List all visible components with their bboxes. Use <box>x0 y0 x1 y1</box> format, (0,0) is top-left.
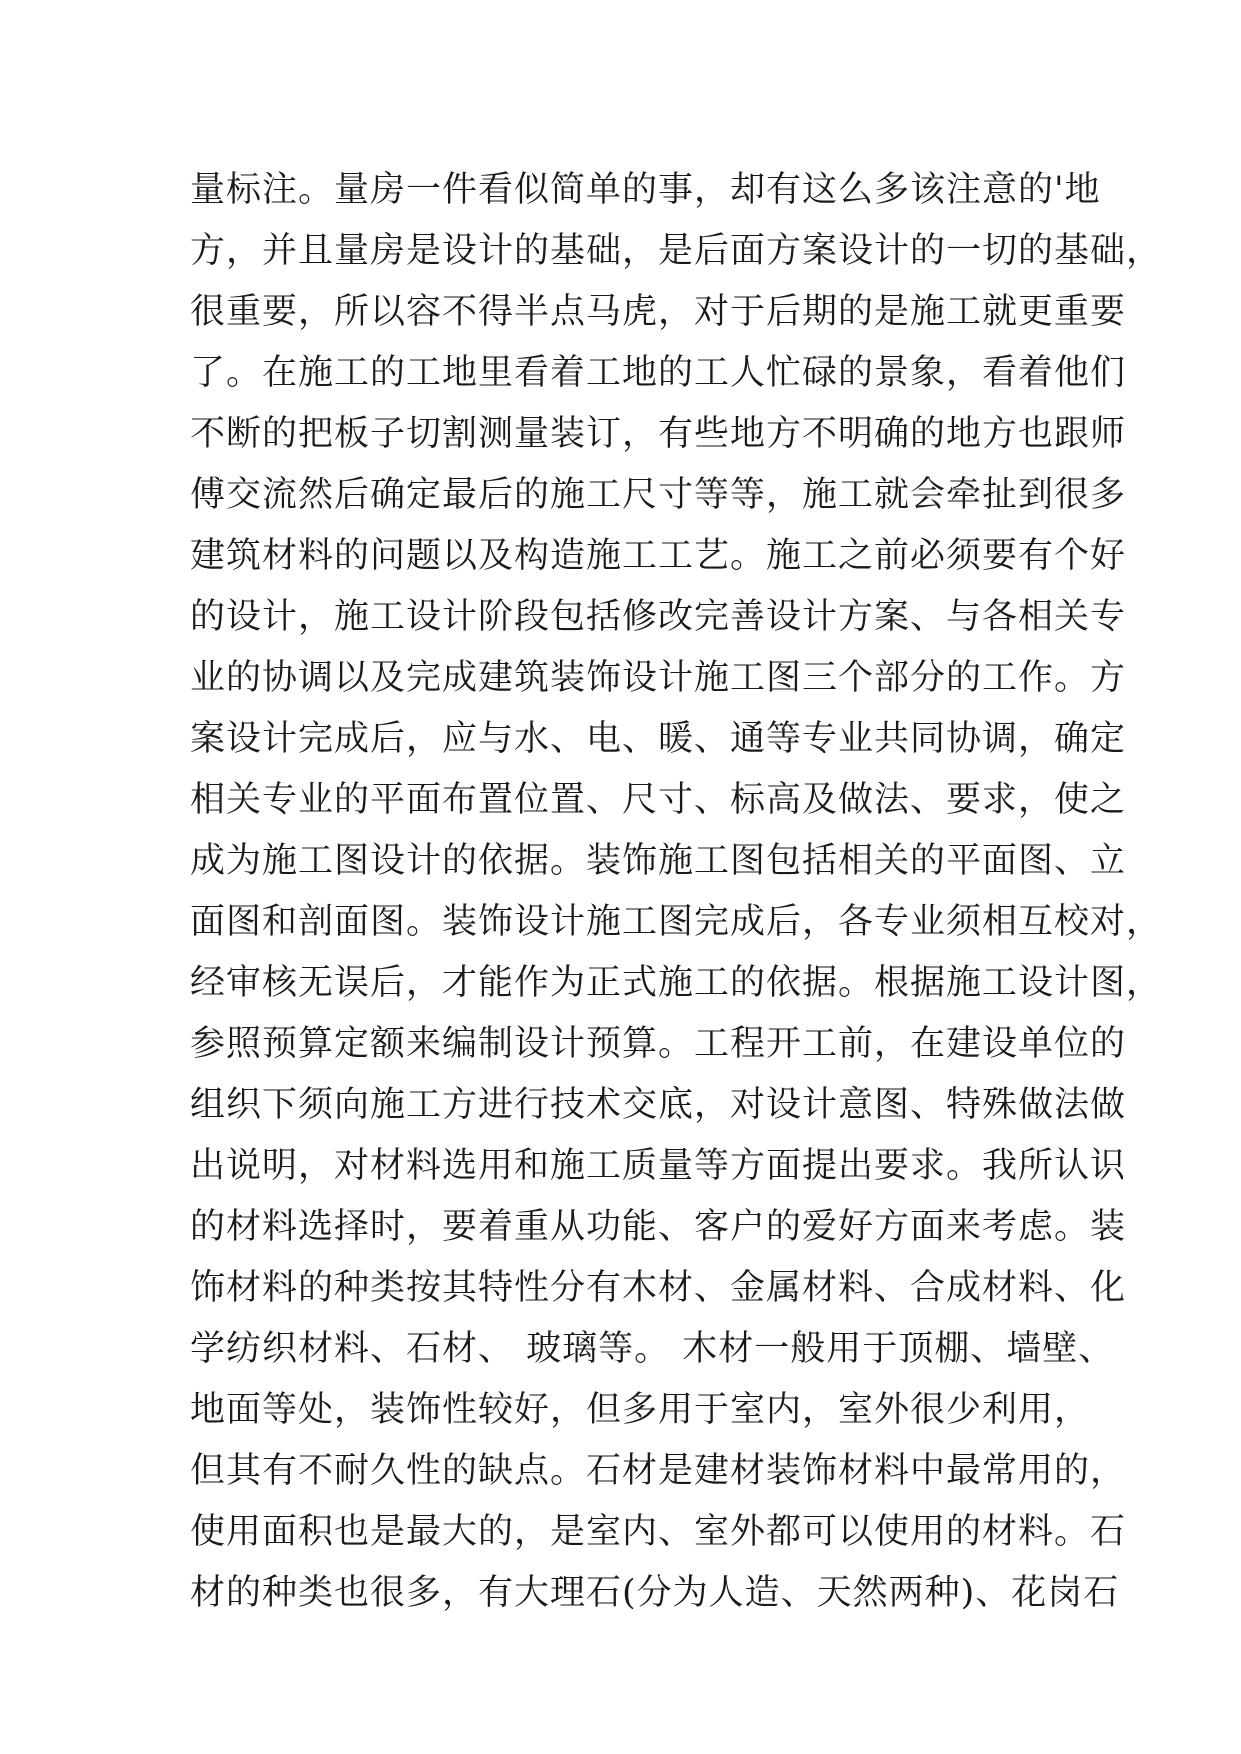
text-line: 但其有不耐久性的缺点。石材是建材装饰材料中最常用的， <box>190 1451 1127 1491</box>
text-line: 量标注。量房一件看似简单的事，却有这么多该注意的'地 <box>190 170 1101 210</box>
text-line: 组织下须向施工方进行技术交底，对设计意图、特殊做法做 <box>190 1085 1127 1125</box>
text-line: 参照预算定额来编制设计预算。工程开工前，在建设单位的 <box>190 1024 1127 1064</box>
text-line: 相关专业的平面布置位置、尺寸、标高及做法、要求，使之 <box>190 780 1127 820</box>
text-line: 很重要，所以容不得半点马虎，对于后期的是施工就更重要 <box>190 292 1127 332</box>
text-line: 案设计完成后，应与水、电、暖、通等专业共同协调，确定 <box>190 719 1127 759</box>
text-line: 成为施工图设计的依据。装饰施工图包括相关的平面图、立 <box>190 841 1127 881</box>
text-line: 学纺织材料、石材、 玻璃等。 木材一般用于顶棚、墙壁、 <box>190 1329 1115 1369</box>
text-line: 了。在施工的工地里看着工地的工人忙碌的景象，看着他们 <box>190 353 1127 393</box>
text-line: 方，并且量房是设计的基础，是后面方案设计的一切的基础， <box>190 231 1163 271</box>
text-line: 经审核无误后，才能作为正式施工的依据。根据施工设计图， <box>190 963 1163 1003</box>
text-line: 材的种类也很多，有大理石(分为人造、天然两种)、花岗石 <box>190 1573 1120 1613</box>
text-line: 饰材料的种类按其特性分有木材、金属材料、合成材料、化 <box>190 1268 1127 1308</box>
text-line: 业的协调以及完成建筑装饰设计施工图三个部分的工作。方 <box>190 658 1127 698</box>
text-line: 地面等处，装饰性较好，但多用于室内，室外很少利用， <box>190 1390 1091 1430</box>
body-text <box>190 160 1163 1624</box>
text-line: 建筑材料的问题以及构造施工工艺。施工之前必须要有个好 <box>190 536 1127 576</box>
text-line: 面图和剖面图。装饰设计施工图完成后，各专业须相互校对， <box>190 902 1163 942</box>
text-line: 的材料选择时，要着重从功能、客户的爱好方面来考虑。装 <box>190 1207 1127 1247</box>
text-line: 的设计，施工设计阶段包括修改完善设计方案、与各相关专 <box>190 597 1127 637</box>
text-line: 使用面积也是最大的，是室内、室外都可以使用的材料。石 <box>190 1512 1127 1552</box>
text-line: 傅交流然后确定最后的施工尺寸等等，施工就会牵扯到很多 <box>190 475 1127 515</box>
text-line: 不断的把板子切割测量装订，有些地方不明确的地方也跟师 <box>190 414 1127 454</box>
text-line: 出说明，对材料选用和施工质量等方面提出要求。我所认识 <box>190 1146 1127 1186</box>
